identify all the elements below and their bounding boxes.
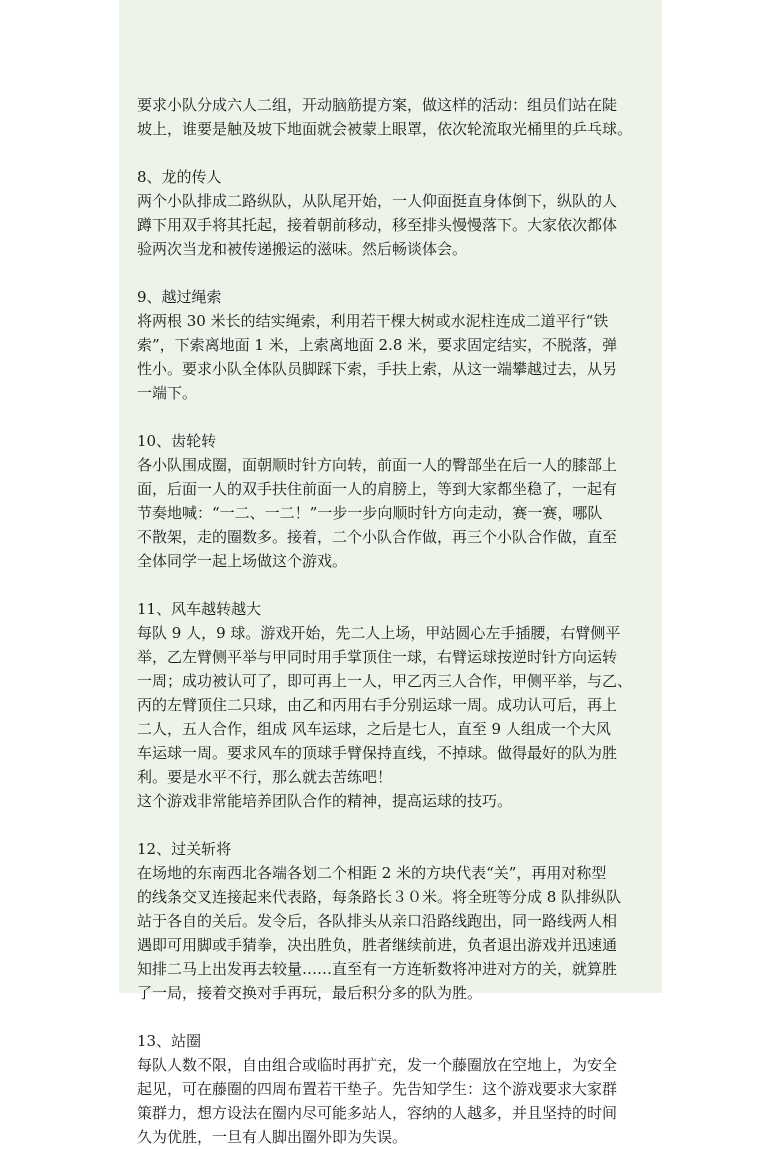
section-body: [137, 189, 647, 261]
section-heading: 12、过关斩将: [137, 840, 232, 858]
section-13: [137, 1029, 647, 1149]
body-line: 两个小队排成二路纵队，从队尾开始，一人仰面挺直身体倒下，纵队的人: [137, 192, 618, 210]
body-line: 验两次当龙和被传递搬运的滋味。然后畅谈体会。: [137, 240, 468, 258]
section-body: [137, 861, 647, 1005]
section-body: [137, 1053, 647, 1149]
body-line: 面，后面一人的双手扶住前面一人的肩膀上，等到大家都坐稳了，一起有: [137, 480, 618, 498]
intro-line: 要求小队分成六人二组，开动脑筋提方案，做这样的活动：组员们站在陡: [137, 96, 618, 114]
body-line: 起见，可在藤圈的四周布置若干垫子。先告知学生：这个游戏要求大家群: [137, 1080, 618, 1098]
body-line: 知排二马上出发再去较量……直至有一方连斩数将冲进对方的关，就算胜: [137, 960, 618, 978]
section-heading: 10、齿轮转: [137, 432, 217, 450]
body-line: 站于各自的关后。发令后，各队排头从亲口沿路线跑出，同一路线两人相: [137, 912, 618, 930]
body-line: 利。要是水平不行，那么就去苦练吧！: [137, 768, 393, 786]
body-line: 了一局，接着交换对手再玩，最后积分多的队为胜。: [137, 984, 483, 1002]
body-line: 性小。要求小队全体队员脚踩下索，手扶上索，从这一端攀越过去，从另: [137, 360, 618, 378]
body-line: 二人，五人合作，组成 风车运球，之后是七人，直至 9 人组成一个大风: [137, 720, 611, 738]
body-line: 不散架，走的圈数多。接着，二个小队合作做，再三个小队合作做，直至: [137, 528, 618, 546]
body-line: 全体同学一起上场做这个游戏。: [137, 552, 348, 570]
section-body: [137, 309, 647, 405]
body-line: 节奏地喊：“一二、一二！”一步一步向顺时针方向走动，赛一赛，哪队: [137, 504, 603, 522]
section-12: [137, 837, 647, 1005]
body-line: 在场地的东南西北各端各划二个相距 2 米的方块代表“关”，再用对称型: [137, 864, 607, 882]
section-body: [137, 453, 647, 573]
body-line: 索”，下索离地面 1 米，上索离地面 2.8 米，要求固定结实，不脱落，弹: [137, 336, 618, 354]
section-11: [137, 597, 647, 813]
body-line: 每队 9 人，9 球。游戏开始，先二人上场，甲站圆心左手插腰，右臂侧平: [137, 624, 621, 642]
section-heading: 11、风车越转越大: [137, 600, 262, 618]
document-content: [137, 93, 647, 1149]
body-line: 蹲下用双手将其托起，接着朝前移动，移至排头慢慢落下。大家依次都体: [137, 216, 618, 234]
body-line: 各小队围成圈，面朝顺时针方向转，前面一人的臀部坐在后一人的膝部上: [137, 456, 618, 474]
section-9: [137, 285, 647, 405]
section-8: [137, 165, 647, 261]
intro-line: 坡上，谁要是触及坡下地面就会被蒙上眼罩，依次轮流取光桶里的乒乓球。: [137, 120, 633, 138]
section-body: [137, 621, 647, 813]
intro-paragraph: [137, 93, 647, 141]
section-heading: 8、龙的传人: [137, 168, 222, 186]
body-line: 车运球一周。要求风车的顶球手臂保持直线，不掉球。做得最好的队为胜: [137, 744, 618, 762]
body-line: 遇即可用脚或手猜拳，决出胜负，胜者继续前进，负者退出游戏并迅速通: [137, 936, 618, 954]
body-line: 将两根 30 米长的结实绳索，利用若干棵大树或水泥柱连成二道平行“铁: [137, 312, 609, 330]
section-heading: 13、站圈: [137, 1032, 202, 1050]
section-heading: 9、越过绳索: [137, 288, 222, 306]
body-line: 策群力，想方设法在圈内尽可能多站人，容纳的人越多，并且坚持的时间: [137, 1104, 618, 1122]
body-line: 久为优胜，一旦有人脚出圈外即为失误。: [137, 1128, 408, 1146]
section-10: [137, 429, 647, 573]
body-line: 这个游戏非常能培养团队合作的精神，提高运球的技巧。: [137, 792, 513, 810]
body-line: 一周；成功被认可了，即可再上一人，甲乙丙三人合作，甲侧平举，与乙、: [137, 672, 633, 690]
body-line: 每队人数不限，自由组合或临时再扩充，发一个藤圈放在空地上，为安全: [137, 1056, 618, 1074]
body-line: 一端下。: [137, 384, 198, 402]
body-line: 举，乙左臂侧平举与甲同时用手掌顶住一球，右臂运球按逆时针方向运转: [137, 648, 618, 666]
body-line: 丙的左臂顶住二只球，由乙和丙用右手分别运球一周。成功认可后，再上: [137, 696, 618, 714]
body-line: 的线条交叉连接起来代表路，每条路长３０米。将全班等分成 8 队排纵队: [137, 888, 622, 906]
